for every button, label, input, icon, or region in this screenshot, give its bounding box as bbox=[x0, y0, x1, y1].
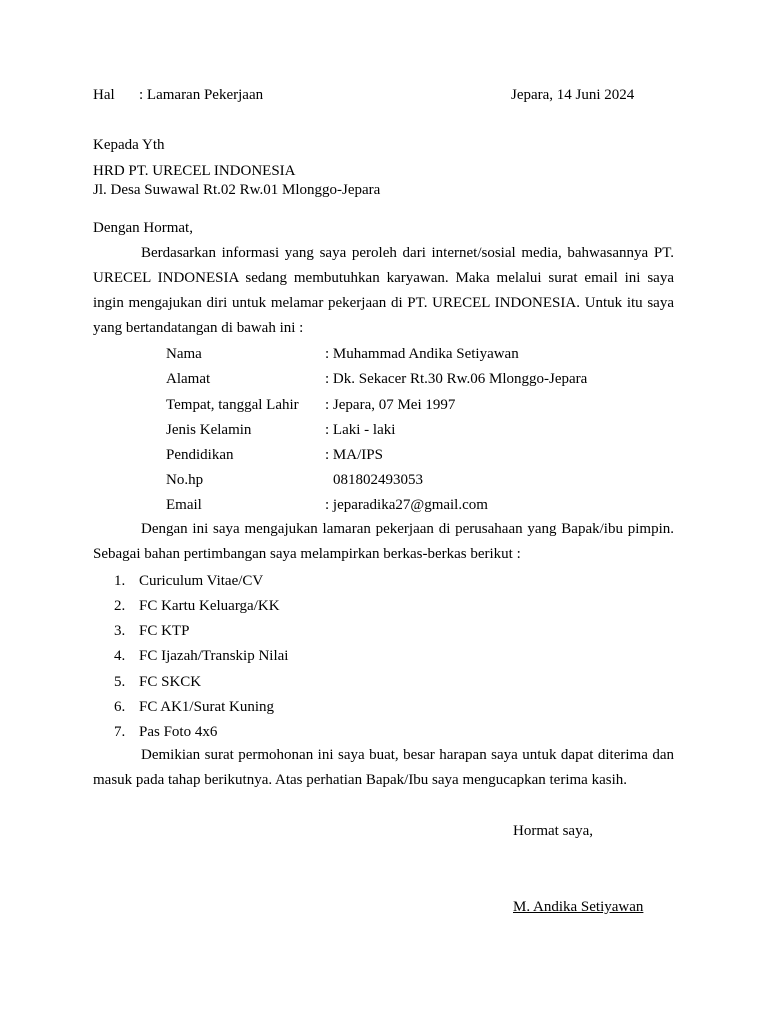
list-item-number: 3. bbox=[114, 623, 126, 639]
identity-row bbox=[166, 421, 666, 439]
identity-row bbox=[166, 396, 666, 414]
identity-label: Jenis Kelamin bbox=[166, 422, 252, 438]
identity-value: : Jepara, 07 Mei 1997 bbox=[325, 397, 456, 413]
identity-label: Email bbox=[166, 497, 202, 513]
recipient-name: HRD PT. URECEL INDONESIA bbox=[93, 163, 296, 179]
list-item-number: 5. bbox=[114, 674, 126, 690]
signature-name: M. Andika Setiyawan bbox=[513, 899, 644, 915]
identity-label: Tempat, tanggal Lahir bbox=[166, 397, 299, 413]
list-item-number: 2. bbox=[114, 598, 126, 614]
identity-row bbox=[166, 345, 666, 363]
identity-row bbox=[166, 471, 666, 489]
attachment-intro-paragraph: Dengan ini saya mengajukan lamaran pekerjaan di perusahaan yang Bapak/ibu pimpin. Sebagai bahan pertimbangan saya melampirkan berkas-berkas berikut : bbox=[93, 521, 674, 562]
identity-row bbox=[166, 370, 666, 388]
identity-value: : Dk. Sekacer Rt.30 Rw.06 Mlonggo-Jepara bbox=[325, 371, 588, 387]
identity-value: : jeparadika27@gmail.com bbox=[325, 497, 488, 513]
closing-text: Hormat saya, bbox=[513, 823, 593, 839]
identity-value: : Laki - laki bbox=[325, 422, 396, 438]
identity-value: : MA/IPS bbox=[325, 447, 383, 463]
subject-value: : Lamaran Pekerjaan bbox=[139, 87, 264, 103]
closing-paragraph: Demikian surat permohonan ini saya buat, besar harapan saya untuk dapat diterima dan masuk pada tahap berikutnya. Atas perhatian Bapak/Ibu saya mengucapkan terima kasih. bbox=[93, 747, 674, 788]
identity-label: Alamat bbox=[166, 371, 211, 387]
list-item-number: 4. bbox=[114, 648, 126, 664]
intro-paragraph: Berdasarkan informasi yang saya peroleh dari internet/sosial media, bahwasannya PT. URECEL INDONESIA sedang membutuhkan karyawan. Maka melalui surat email ini saya ingin mengajukan diri untuk melamar pekerjaan di PT. URECEL INDONESIA. Untuk itu saya yang bertandatangan di bawah ini : bbox=[93, 245, 674, 336]
recipient-greeting: Kepada Yth bbox=[93, 137, 165, 153]
identity-label: Pendidikan bbox=[166, 447, 234, 463]
subject-label: Hal bbox=[93, 87, 115, 103]
list-item-text: FC SKCK bbox=[139, 674, 202, 690]
list-item-text: FC Kartu Keluarga/KK bbox=[139, 598, 280, 614]
list-item-text: FC KTP bbox=[139, 623, 190, 639]
list-item-text: FC Ijazah/Transkip Nilai bbox=[139, 648, 289, 664]
list-item-number: 6. bbox=[114, 699, 126, 715]
list-item-number: 7. bbox=[114, 724, 126, 740]
recipient-address: Jl. Desa Suwawal Rt.02 Rw.01 Mlonggo-Jepara bbox=[93, 182, 381, 198]
identity-row bbox=[166, 496, 666, 514]
identity-row bbox=[166, 446, 666, 464]
place-date: Jepara, 14 Juni 2024 bbox=[511, 87, 635, 103]
list-item-text: Pas Foto 4x6 bbox=[139, 724, 218, 740]
salutation: Dengan Hormat, bbox=[93, 220, 193, 236]
list-item-text: FC AK1/Surat Kuning bbox=[139, 699, 275, 715]
identity-label: No.hp bbox=[166, 472, 204, 488]
identity-value: 081802493053 bbox=[333, 472, 423, 488]
list-item-number: 1. bbox=[114, 573, 126, 589]
identity-value: : Muhammad Andika Setiyawan bbox=[325, 346, 519, 362]
list-item-text: Curiculum Vitae/CV bbox=[139, 573, 264, 589]
identity-label: Nama bbox=[166, 346, 202, 362]
